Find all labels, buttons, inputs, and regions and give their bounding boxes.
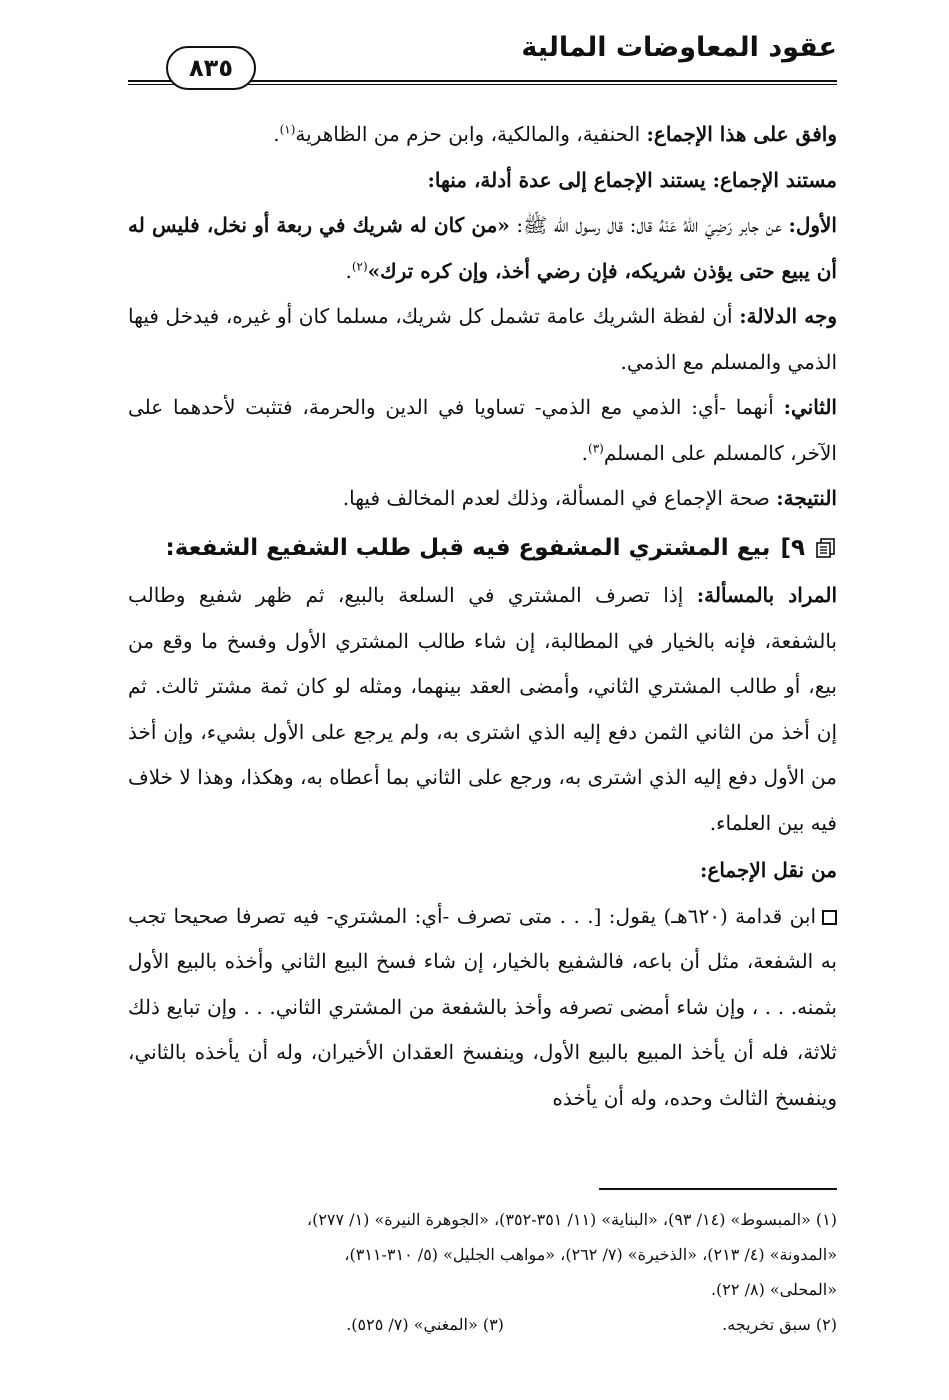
hadith-quote: «من كان له شريك في ربعة أو نخل، فليس له أن يبيع حتى يؤذن شريكه، فإن رضي أخذ، وإن كره ترك»: [128, 213, 837, 283]
book-title: عقود المعاوضات المالية: [521, 32, 837, 63]
result-text: صحة الإجماع في المسألة، وذلك لعدم المخالف فيها.: [342, 486, 777, 510]
basis-heading: مستند الإجماع: يستند الإجماع إلى عدة أدلة، منها:: [427, 167, 837, 192]
agreement-text: الحنفية، والمالكية، وابن حزم من الظاهرية: [295, 122, 647, 146]
paragraph-meaning: [128, 573, 837, 846]
footnote-ref-3: (٣): [588, 440, 604, 455]
agreement-lead: وافق على هذا الإجماع:: [646, 122, 837, 146]
meaning-text: إذا تصرف المشتري في السلعة بالبيع، ثم ظهر شفيع وطالب بالشفعة، فإنه بالخيار في المطالبة، إن شاء طالب المشتري الأول وفسخ ما وقع من بيع، أو طالب المشتري الثاني، وأمضى العقد بينهما، ومثله لو كان ثمة مشتر ثالث. ثم إن أخذ من الثاني الثمن دفع إليه الذي اشترى به، ولم يرجع على الأول بشيء، وإن أخذ من الأول دفع إليه الذي اشترى به، ورجع على الثاني بما أعطاه به، وهكذا، وهذا لا خلاف فيه بين العلماء.: [128, 583, 837, 835]
second-lead: الثاني:: [783, 395, 837, 419]
footnote-ref-2: (٢): [351, 258, 368, 273]
meaning-lead: المراد بالمسألة:: [696, 583, 837, 607]
section-title: بيع المشتري المشفوع فيه قبل طلب الشفيع الشفعة:: [165, 534, 771, 561]
footnote-3: (٣) «المغني» (٧/ ٥٢٥).: [346, 1315, 504, 1334]
main-text: [128, 112, 837, 1121]
footnote-1-line-3: «المحلى» (٨/ ٢٢).: [710, 1280, 837, 1299]
footnote-ref-1: (١): [279, 122, 296, 137]
section-number: ٩]: [780, 534, 805, 561]
first-lead: الأول:: [788, 213, 837, 237]
footnotes: [128, 1202, 837, 1342]
page-number: ٨٣٥: [166, 46, 256, 90]
indication-text: أن لفظة الشريك عامة تشمل كل شريك، مسلما كان أو غيره، فيدخل فيها الذمي والمسلم مع الذمي.: [128, 304, 837, 374]
second-text: أنهما -أي: الذمي مع الذمي- تساويا في الدين والحرمة، فتثبت لأحدهما على الآخر، كالمسلم على المسلم: [128, 395, 837, 465]
paragraph-agreement: [128, 112, 837, 158]
paragraph-indication: [128, 294, 837, 385]
paragraph-ibn-qudama: [128, 894, 837, 1122]
second-end: .: [581, 440, 589, 465]
paragraph-first-evidence: [128, 203, 837, 294]
paragraph-transmitters: [128, 848, 837, 894]
section-heading: [128, 526, 837, 572]
paragraph-second-evidence: [128, 385, 837, 476]
page-header: [128, 28, 837, 88]
square-bullet-icon: [822, 910, 837, 925]
footnote-2: (٢) سبق تخريجه.: [722, 1315, 837, 1334]
result-lead: النتيجة:: [776, 486, 837, 510]
first-text: عن جابر رَضِيَ اللهُ عَنْهُ قال: قال رسول الله ﷺ:: [509, 213, 789, 237]
footnote-row-2-3: [128, 1307, 837, 1342]
first-end: .: [345, 258, 352, 283]
agreement-end: .: [273, 122, 280, 146]
indication-lead: وجه الدلالة:: [739, 304, 838, 328]
footnote-1-line-2: «المدونة» (٤/ ٢١٣)، «الذخيرة» (٧/ ٢٦٢)، «مواهب الجليل» (٥/ ٣١٠-٣١١)،: [344, 1245, 837, 1264]
transmitters-heading: من نقل الإجماع:: [700, 858, 837, 882]
paragraph-result: [128, 476, 837, 522]
footnote-divider: [599, 1188, 837, 1190]
document-icon: [815, 537, 837, 559]
ibn-qudama-text: ابن قدامة (٦٢٠هـ) يقول: [. . . متى تصرف -أي: المشتري- فيه تصرفا صحيحا تجب به الشفعة، مثل أن باعه، فالشفيع بالخيار، إن شاء فسخ البيع الثاني وأخذه بالبيع الأول بثمنه. . . ، وإن شاء أمضى تصرفه وأخذ بالشفعة من المشتري الثاني. . . وإن تبايع ذلك ثلاثة، فله أن يأخذ المبيع بالبيع الأول، وينفسخ العقدان الأخيران، وله أن يأخذه بالثاني، وينفسخ الثالث وحده، وله أن يأخذه: [128, 903, 837, 1110]
footnote-1-line-1: (١) «المبسوط» (١٤/ ٩٣)، «البناية» (١١/ ٣٥١-٣٥٢)، «الجوهرة النيرة» (١/ ٢٧٧)،: [306, 1210, 837, 1229]
paragraph-basis: [128, 158, 837, 204]
